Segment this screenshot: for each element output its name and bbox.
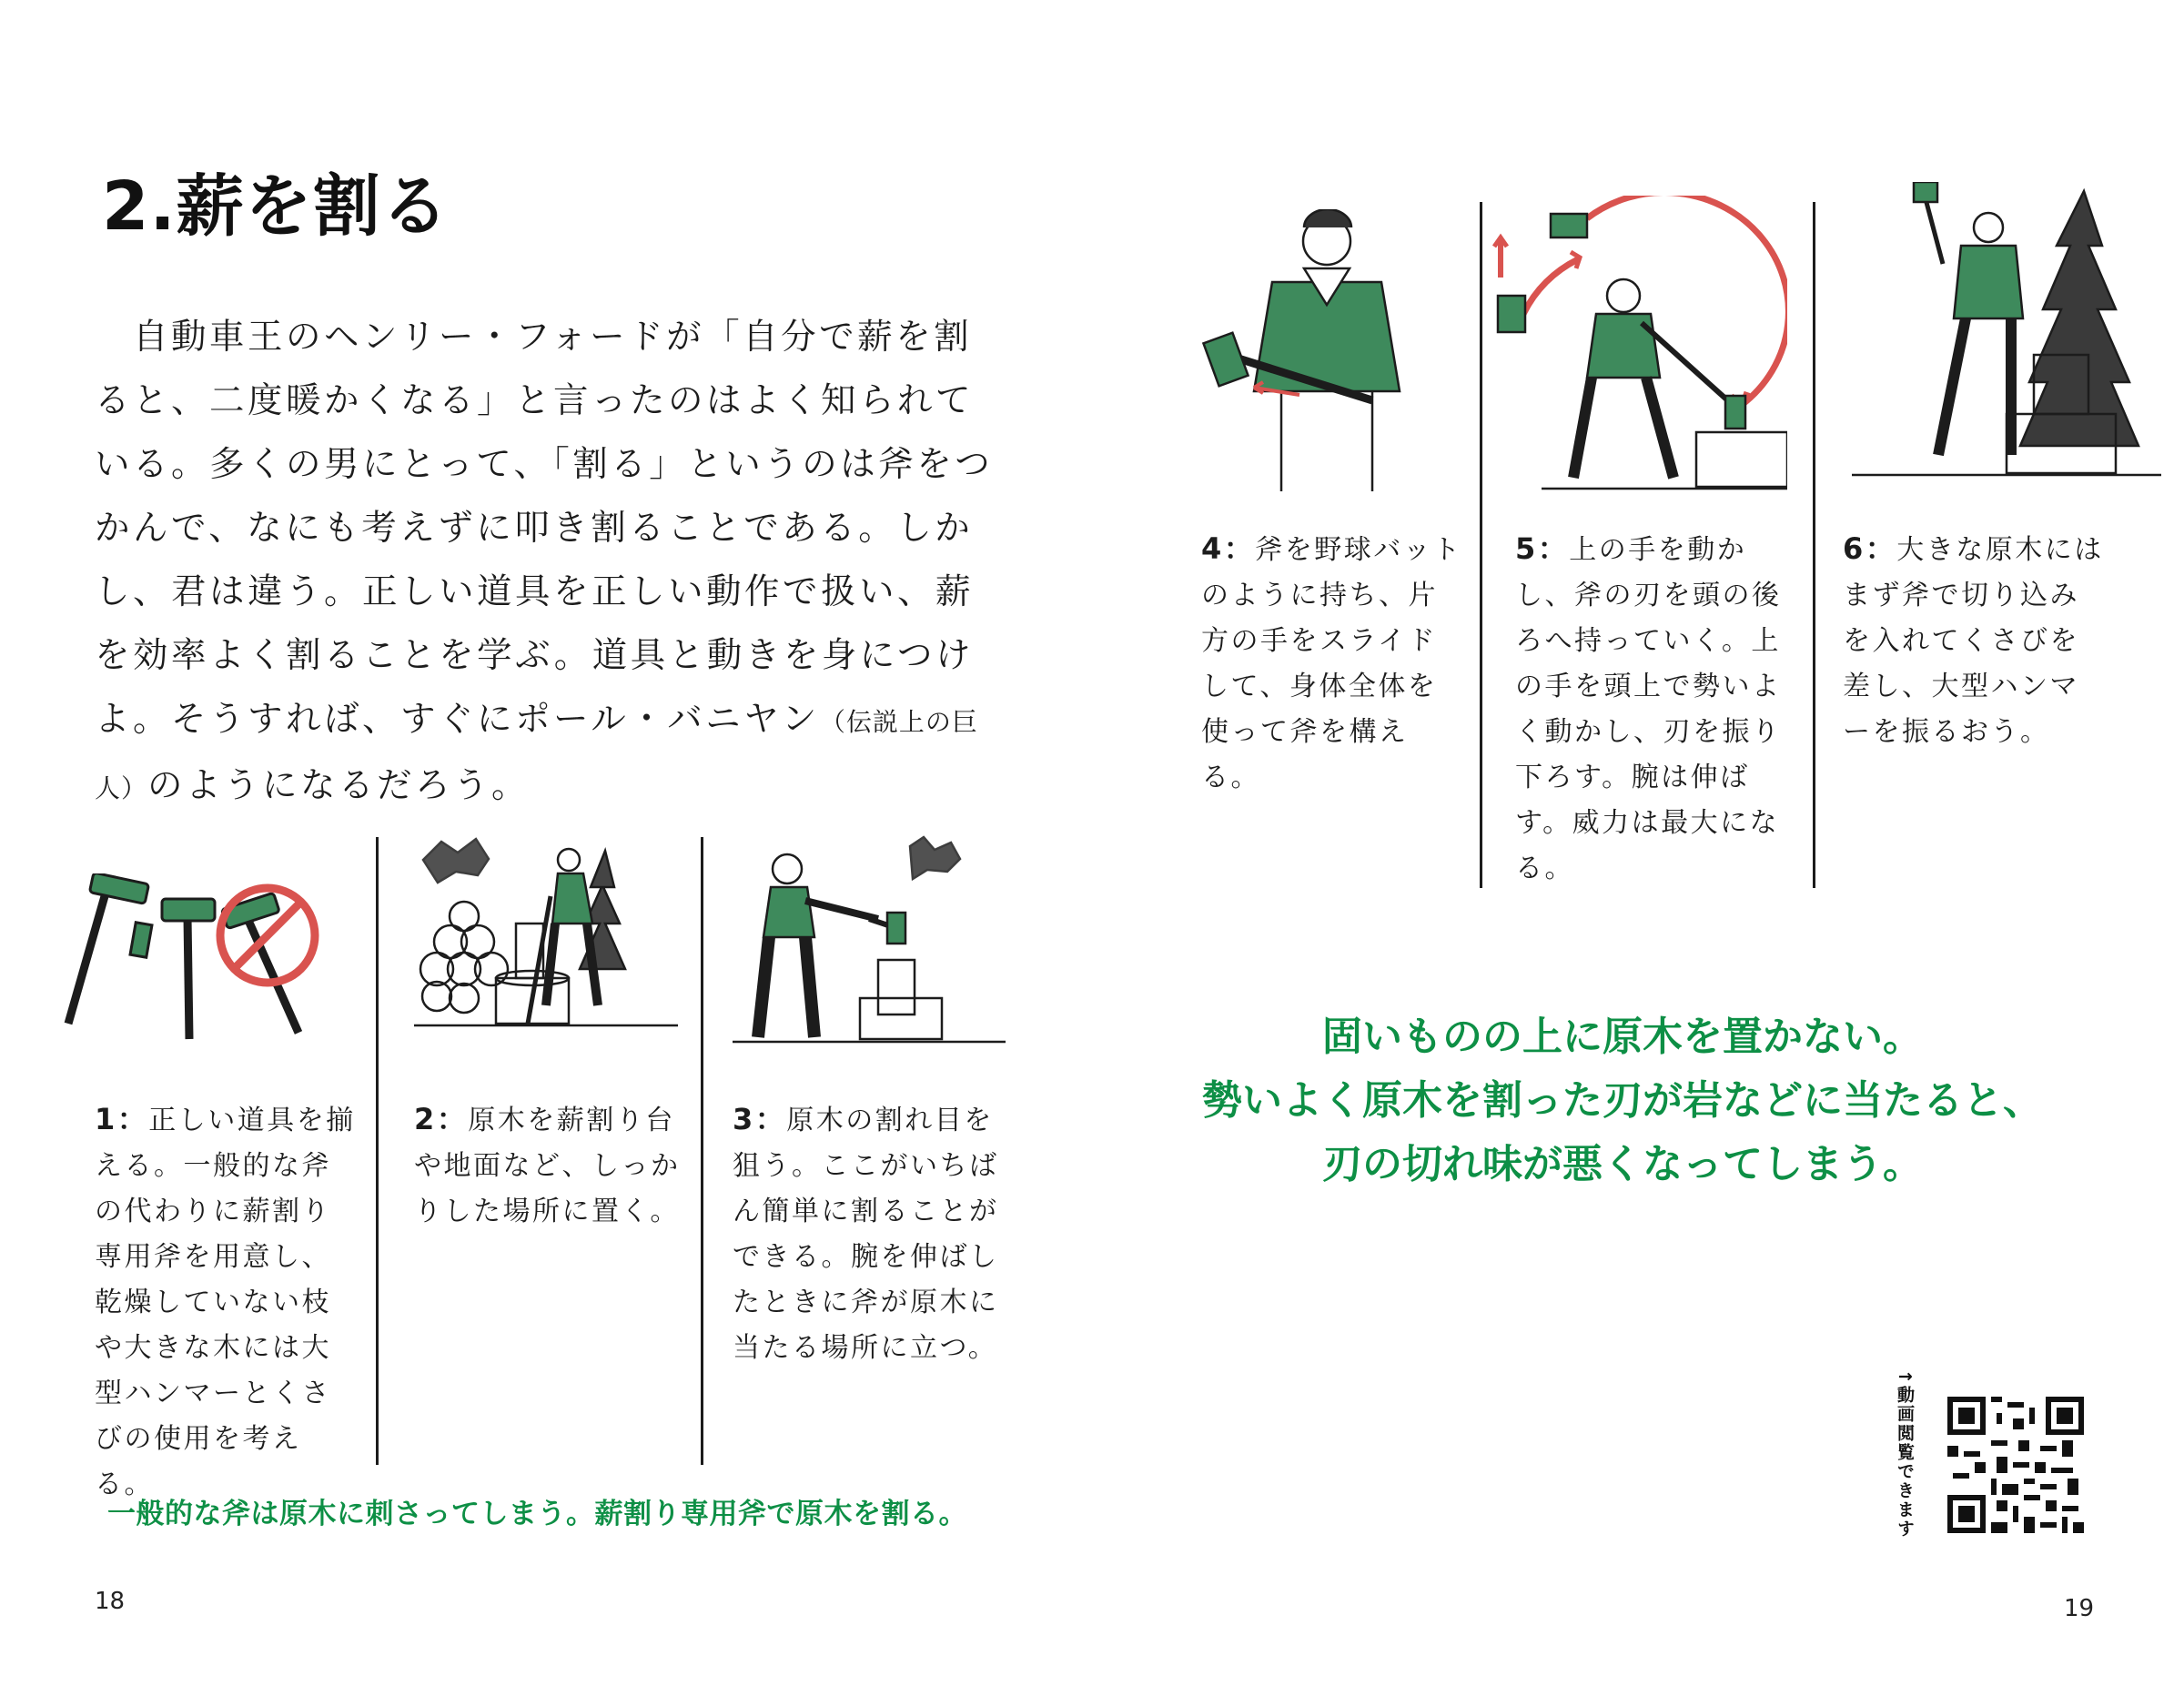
warning-line-2: 勢いよく原木を割った刃が岩などに当たると、 bbox=[1202, 1077, 2043, 1124]
divider-left-1 bbox=[376, 837, 379, 1465]
step-6-number: 6： bbox=[1843, 531, 1897, 566]
swing-arc-illustration bbox=[1487, 196, 1787, 496]
intro-note: （伝説上の巨人） bbox=[95, 707, 978, 803]
page-title: 2.薪を割る bbox=[102, 167, 450, 246]
step-1-number: 1： bbox=[95, 1102, 149, 1136]
intro-text-after: のようになるだろう。 bbox=[147, 765, 531, 806]
axe-chop-illustration bbox=[733, 833, 1015, 1051]
intro-text-before: 自動車王のヘンリー・フォードが「自分で薪を割ると、二度暖かくなる」と言ったのはよく知られている。多くの男にとって、「割る」というのは斧をつかんで、なにも考えずに叩き割ることである。しかし、君は違う。正しい道具を正しい動作で扱い、薪を効率よく割ることを学ぶ。道具と動きを身につけよ。そうすれば、すぐにポール・バニヤン bbox=[95, 317, 994, 740]
divider-right-2 bbox=[1813, 202, 1815, 888]
step-2-number: 2： bbox=[414, 1102, 469, 1136]
page-number-right: 19 bbox=[2064, 1595, 2095, 1622]
step-5-caption bbox=[1515, 526, 1784, 892]
page-number-left: 18 bbox=[95, 1588, 126, 1615]
intro-paragraph bbox=[95, 306, 996, 821]
step-3-text: 原木の割れ目を狙う。ここがいちばん簡単に割ることができる。腕を伸ばしたときに斧が原木に当たる場所に立つ。 bbox=[733, 1105, 999, 1364]
warning-block bbox=[1199, 1005, 2046, 1196]
step-3-number: 3： bbox=[733, 1102, 787, 1136]
qr-code[interactable] bbox=[1947, 1397, 2084, 1533]
tools-illustration bbox=[55, 873, 337, 1055]
step-4-caption bbox=[1201, 526, 1465, 801]
step-5-number: 5： bbox=[1515, 531, 1570, 566]
wedge-tree-illustration bbox=[1852, 182, 2161, 482]
step-6-text: 大きな原木にはまず斧で切り込みを入れてくさびを差し、大型ハンマーを振るおう。 bbox=[1843, 534, 2104, 748]
woodpile-illustration bbox=[414, 833, 678, 1042]
qr-label: ↑動画閲覧できます bbox=[1895, 1369, 1915, 1539]
bottom-tip: 一般的な斧は原木に刺さってしまう。薪割り専用斧で原木を割る。 bbox=[107, 1498, 967, 1530]
bat-grip-illustration bbox=[1199, 209, 1463, 491]
step-2-text: 原木を薪割り台や地面など、しっかりした場所に置く。 bbox=[414, 1105, 681, 1227]
warning-line-3: 刃の切れ味が悪くなってしまう。 bbox=[1322, 1141, 1923, 1187]
step-1-caption bbox=[95, 1096, 359, 1508]
divider-left-2 bbox=[701, 837, 703, 1465]
step-3-caption bbox=[733, 1096, 1001, 1371]
step-2-caption bbox=[414, 1096, 682, 1235]
divider-right-1 bbox=[1480, 202, 1482, 888]
step-5-text: 上の手を動かし、斧の刃を頭の後ろへ持っていく。上の手を頭上で勢いよく動かし、刃を振り下ろす。腕は伸ばす。威力は最大になる。 bbox=[1515, 534, 1782, 884]
step-1-text: 正しい道具を揃える。一般的な斧の代わりに薪割り専用斧を用意し、乾燥していない枝や大きな木には大型ハンマーとくさびの使用を考える。 bbox=[95, 1105, 356, 1500]
step-6-caption bbox=[1843, 526, 2107, 755]
step-4-text: 斧を野球バットのように持ち、片方の手をスライドして、身体全体を使って斧を構える。 bbox=[1201, 534, 1462, 793]
step-4-number: 4： bbox=[1201, 531, 1256, 566]
warning-line-1: 固いものの上に原木を置かない。 bbox=[1322, 1014, 1923, 1060]
